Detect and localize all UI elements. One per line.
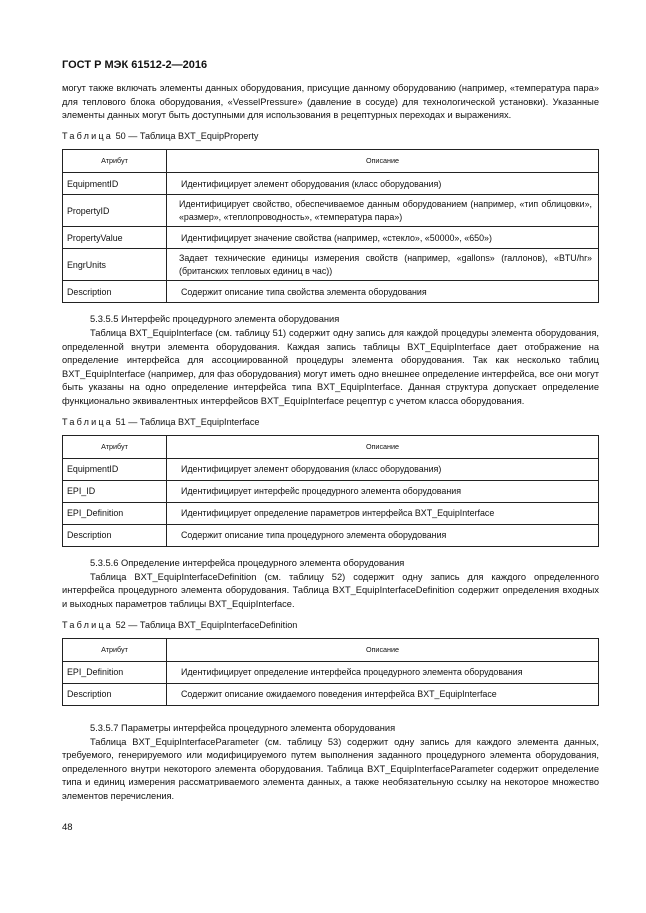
attr-cell: EquipmentID xyxy=(63,173,167,195)
desc-cell: Идентифицирует определение параметров интерфейса BXT_EquipInterface xyxy=(167,503,599,525)
section-5-3-5-5-text: Таблица BXT_EquipInterface (см. таблицу 51) содержит одну запись для каждой процедуры элемента оборудования, определенной внутри элемента оборудования. Каждая запись таблицы BXT_EquipInterface дает отображение на определение интерфейса для ассоциированной процедуры элемента оборудования. Так как несколько таблиц BXT_EquipInterface (например, для фаз оборудования) могут иметь одно внешнее определение интерфейса, все они могут быть указаны на одно определение интерфейса типа BXT_EquipInterface. Данная структура допускает определение функционально эквивалентных интерфейсов BXT_EquipInterface рецептур с учетом класса оборудования. xyxy=(62,327,599,406)
table-50-caption xyxy=(62,130,599,144)
intro-paragraph: могут также включать элементы данных оборудования, присущие данному оборудованию (например, «температура пара» для теплового блока оборудования, «VesselPressure» (давление в сосуде) для технологической установки). Указанные элементы данных могут быть доступными для использования в рецептурных переходах и выражениях. xyxy=(62,83,599,121)
table-51-caption-title: 51 — Таблица BXT_EquipInterface xyxy=(115,416,260,427)
desc-cell: Идентифицирует элемент оборудования (класс оборудования) xyxy=(167,459,599,481)
table-row xyxy=(63,249,599,281)
table-row xyxy=(63,281,599,303)
table-52-header-desc: Описание xyxy=(167,639,599,662)
desc-cell: Содержит описание ожидаемого поведения интерфейса BXT_EquipInterface xyxy=(167,684,599,706)
table-row xyxy=(63,662,599,684)
table-51-caption xyxy=(62,416,599,430)
section-5-3-5-5-heading: 5.3.5.5 Интерфейс процедурного элемента оборудования xyxy=(90,314,340,325)
table-52-caption xyxy=(62,619,599,633)
attr-cell: PropertyValue xyxy=(63,227,167,249)
table-52-caption-prefix: Таблица xyxy=(62,619,114,630)
desc-cell: Идентифицирует интерфейс процедурного элемента оборудования xyxy=(167,481,599,503)
document-page xyxy=(62,58,599,804)
page-number: 48 xyxy=(62,822,73,833)
attr-cell: EPI_Definition xyxy=(63,662,167,684)
table-51-caption-prefix: Таблица xyxy=(62,416,114,427)
attr-cell: EPI_ID xyxy=(63,481,167,503)
table-52-caption-title: 52 — Таблица BXT_EquipInterfaceDefinition xyxy=(115,619,298,630)
table-row xyxy=(63,195,599,227)
table-row xyxy=(63,173,599,195)
table-row xyxy=(63,684,599,706)
table-50-header-desc: Описание xyxy=(167,150,599,173)
table-51-header-attr: Атрибут xyxy=(63,436,167,459)
attr-cell: EPI_Definition xyxy=(63,503,167,525)
table-52-header-attr: Атрибут xyxy=(63,639,167,662)
table-51-header-desc: Описание xyxy=(167,436,599,459)
table-52 xyxy=(62,638,599,706)
desc-cell: Идентифицирует значение свойства (например, «стекло», «50000», «650») xyxy=(167,227,599,249)
section-5-3-5-7-heading: 5.3.5.7 Параметры интерфейса процедурного элемента оборудования xyxy=(90,723,396,734)
section-5-3-5-6-heading: 5.3.5.6 Определение интерфейса процедурного элемента оборудования xyxy=(90,558,405,569)
table-row xyxy=(63,481,599,503)
section-5-3-5-7-text: Таблица BXT_EquipInterfaceParameter (см. таблицу 53) содержит одну запись для каждого элемента данных, требуемого, генерируемого или модифицируемого путем выполнения заданного процедурного элемента оборудования, определенного внутри некоторого элемента оборудования. Таблица BXT_EquipInterfaceParameter содержит определение типа и единиц измерения рассматриваемого элемента данных, а также необязательную ссылку на некоторое множество элементов перечисления. xyxy=(62,736,599,802)
table-50-caption-title: 50 — Таблица BXT_EquipProperty xyxy=(115,130,259,141)
table-row xyxy=(63,525,599,547)
table-50 xyxy=(62,149,599,303)
table-row xyxy=(63,503,599,525)
document-header: ГОСТ Р МЭК 61512-2—2016 xyxy=(62,59,208,71)
attr-cell: EngrUnits xyxy=(63,249,167,281)
attr-cell: PropertyID xyxy=(63,195,167,227)
section-5-3-5-6-text: Таблица BXT_EquipInterfaceDefinition (см. таблицу 52) содержит одну запись для каждого определенного интерфейса процедурного элемента оборудования. Таблица BXT_EquipInterfaceDefinition содержит определения входных и выходных параметров таблицы BXT_EquipInterface. xyxy=(62,571,599,609)
attr-cell: Description xyxy=(63,281,167,303)
desc-cell: Идентифицирует свойство, обеспечиваемое данным оборудованием (например, «тип облицовки», «размер», «теплопроводность», «температура пара») xyxy=(167,195,599,227)
table-50-caption-prefix: Таблица xyxy=(62,130,114,141)
attr-cell: Description xyxy=(63,684,167,706)
table-row xyxy=(63,227,599,249)
desc-cell: Задает технические единицы измерения свойств (например, «gallons» (галлонов), «BTU/hr» (британских тепловых единиц в час)) xyxy=(167,249,599,281)
desc-cell: Содержит описание типа свойства элемента оборудования xyxy=(167,281,599,303)
attr-cell: Description xyxy=(63,525,167,547)
attr-cell: EquipmentID xyxy=(63,459,167,481)
desc-cell: Содержит описание типа процедурного элемента оборудования xyxy=(167,525,599,547)
table-50-header-attr: Атрибут xyxy=(63,150,167,173)
desc-cell: Идентифицирует определение интерфейса процедурного элемента оборудования xyxy=(167,662,599,684)
table-row xyxy=(63,459,599,481)
desc-cell: Идентифицирует элемент оборудования (класс оборудования) xyxy=(167,173,599,195)
table-51 xyxy=(62,435,599,547)
